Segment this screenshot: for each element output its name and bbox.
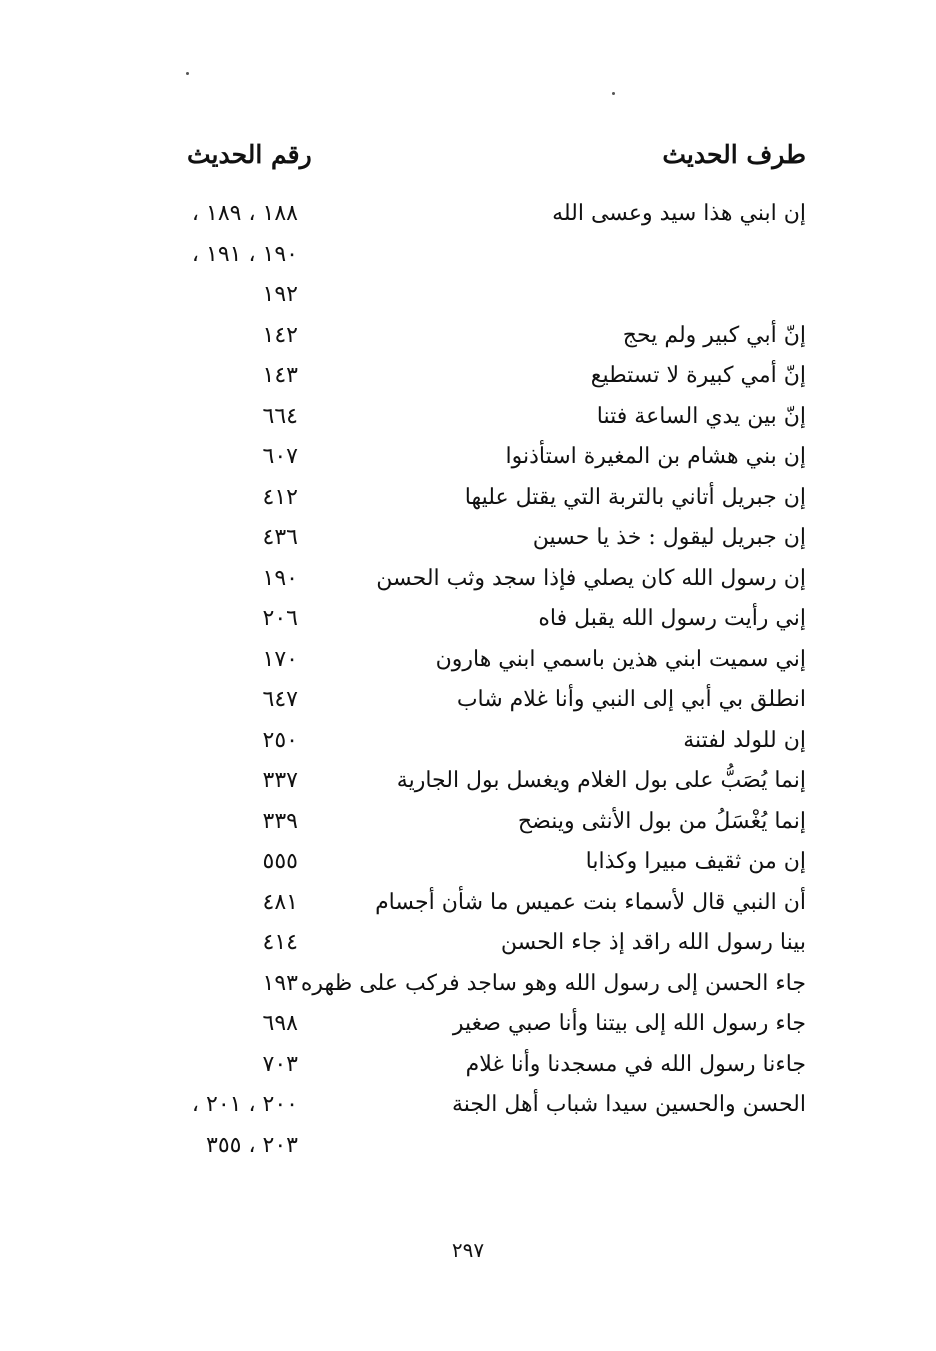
hadith-number: ٧٠٣ bbox=[262, 1051, 298, 1077]
index-row bbox=[0, 196, 936, 237]
scan-speck bbox=[186, 72, 189, 75]
index-row bbox=[0, 844, 936, 885]
hadith-number: ١٤٢ bbox=[262, 322, 298, 348]
hadith-index-list bbox=[0, 196, 936, 1168]
hadith-number: ٢٠٠ ، ٢٠١ ، bbox=[191, 1092, 298, 1117]
index-row bbox=[0, 439, 936, 480]
hadith-text: بينا رسول الله راقد إذ جاء الحسن bbox=[500, 930, 806, 955]
hadith-number: ٤٨١ bbox=[262, 889, 298, 915]
hadith-text: جاء رسول الله إلى بيتنا وأنا صبي صغير bbox=[452, 1011, 806, 1036]
index-row bbox=[0, 561, 936, 602]
index-row bbox=[0, 804, 936, 845]
hadith-text: إن جبريل ليقول : خذ يا حسين bbox=[532, 525, 806, 550]
column-header-hadith: طرف الحديث bbox=[662, 140, 806, 169]
hadith-text: أن النبي قال لأسماء بنت عميس ما شأن أجسام bbox=[375, 889, 806, 915]
index-row bbox=[0, 237, 936, 278]
hadith-number: ١٩٢ bbox=[262, 282, 298, 307]
index-row bbox=[0, 1087, 936, 1128]
hadith-text: إن للولد لفتنة bbox=[683, 727, 806, 753]
hadith-text: جاء الحسن إلى رسول الله وهو ساجد فركب على ظهره bbox=[300, 970, 806, 996]
hadith-number: ١٩٠ ، ١٩١ ، bbox=[191, 241, 298, 267]
hadith-number: ١٤٣ bbox=[262, 363, 298, 388]
hadith-number: ٤٣٦ bbox=[262, 525, 298, 550]
index-row bbox=[0, 925, 936, 966]
hadith-text: إن من ثقيف مبيرا وكذابا bbox=[585, 849, 806, 874]
hadith-number: ٦٩٨ bbox=[262, 1011, 298, 1036]
index-row bbox=[0, 642, 936, 683]
hadith-text: إن رسول الله كان يصلي فإذا سجد وثب الحسن bbox=[376, 565, 806, 591]
hadith-number: ٣٣٧ bbox=[262, 768, 298, 793]
hadith-text: إنما يُصَبُّ على بول الغلام ويغسل بول الجارية bbox=[396, 768, 806, 793]
index-row bbox=[0, 601, 936, 642]
index-row bbox=[0, 480, 936, 521]
scan-speck bbox=[612, 92, 615, 95]
hadith-text: إنما يُغْسَلُ من بول الأنثى وينضح bbox=[517, 808, 806, 834]
hadith-number: ٤١٤ bbox=[262, 930, 298, 955]
hadith-text: إن بني هشام بن المغيرة استأذنوا bbox=[505, 444, 806, 469]
hadith-number: ٤١٢ bbox=[262, 484, 298, 510]
hadith-number: ١٩٣ bbox=[262, 970, 298, 996]
index-row bbox=[0, 966, 936, 1007]
hadith-number: ١٩٠ bbox=[262, 565, 298, 591]
index-row bbox=[0, 1047, 936, 1088]
hadith-text: إنّ أبي كبير ولم يحج bbox=[622, 322, 806, 348]
index-row bbox=[0, 277, 936, 318]
index-row bbox=[0, 399, 936, 440]
index-row bbox=[0, 1006, 936, 1047]
hadith-text: انطلق بي أبي إلى النبي وأنا غلام شاب bbox=[456, 687, 806, 712]
hadith-number: ٥٥٥ bbox=[262, 849, 298, 874]
hadith-number: ٦٤٧ bbox=[262, 687, 298, 712]
hadith-text: إن ابني هذا سيد وعسى الله bbox=[552, 201, 806, 226]
index-row bbox=[0, 318, 936, 359]
index-row bbox=[0, 763, 936, 804]
hadith-number: ٣٣٩ bbox=[262, 808, 298, 834]
hadith-number: ١٧٠ bbox=[262, 646, 298, 672]
hadith-text: إني رأيت رسول الله يقبل فاه bbox=[538, 606, 806, 631]
hadith-number: ٦٦٤ bbox=[262, 403, 298, 429]
hadith-text: إنّ بين يدي الساعة فتنا bbox=[596, 403, 806, 429]
hadith-number: ٦٠٧ bbox=[262, 444, 298, 469]
hadith-number: ٢٠٣ ، ٣٥٥ bbox=[206, 1132, 298, 1158]
index-row bbox=[0, 358, 936, 399]
index-row bbox=[0, 682, 936, 723]
index-row bbox=[0, 520, 936, 561]
hadith-text: إن جبريل أتاني بالتربة التي يقتل عليها bbox=[464, 484, 806, 510]
index-row bbox=[0, 1128, 936, 1169]
index-row bbox=[0, 885, 936, 926]
column-header-number: رقم الحديث bbox=[187, 140, 312, 169]
hadith-text: الحسن والحسين سيدا شباب أهل الجنة bbox=[451, 1092, 806, 1117]
hadith-number: ٢٥٠ bbox=[262, 727, 298, 753]
page-number: ٢٩٧ bbox=[451, 1238, 485, 1262]
hadith-text: جاءنا رسول الله في مسجدنا وأنا غلام bbox=[465, 1051, 806, 1077]
index-row bbox=[0, 723, 936, 764]
hadith-text: إنّ أمي كبيرة لا تستطيع bbox=[590, 363, 806, 388]
hadith-number: ١٨٨ ، ١٨٩ ، bbox=[191, 201, 298, 226]
hadith-text: إني سميت ابني هذين باسمي ابني هارون bbox=[435, 646, 806, 672]
hadith-number: ٢٠٦ bbox=[262, 606, 298, 631]
